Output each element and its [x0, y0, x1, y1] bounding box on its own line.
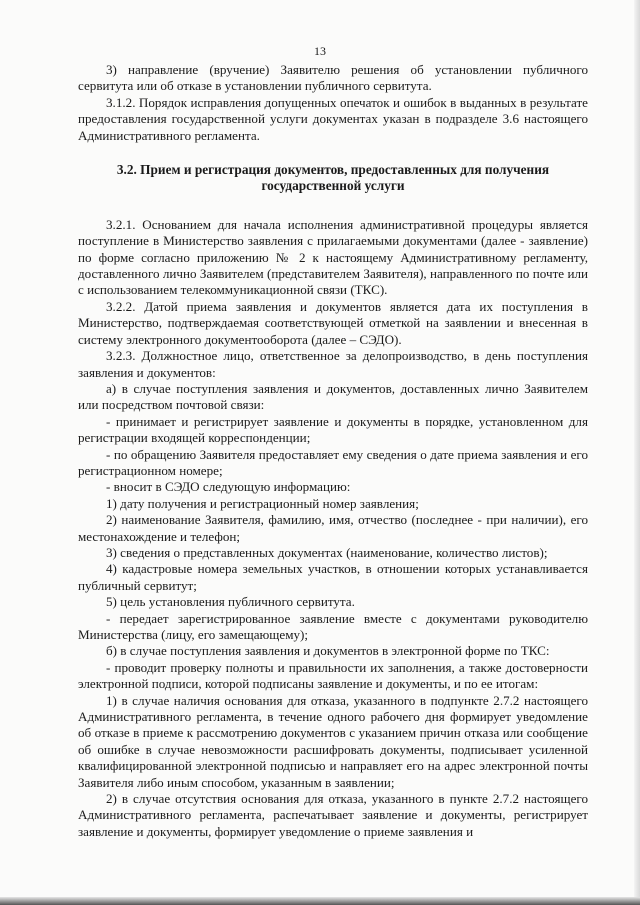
paragraph: 2) в случае отсутствия основания для отказа, указанного в пункте 2.7.2 настоящего Административного регламента, распечатывает заявление и документы, регистрирует заявление и документы, формирует уведомление о приеме заявления и	[78, 791, 588, 839]
paragraph: 3.2.3. Должностное лицо, ответственное за делопроизводство, в день поступления заявления и документов:	[78, 348, 588, 380]
document-body	[78, 62, 588, 840]
paragraph: - проводит проверку полноты и правильности их заполнения, а также достоверности электронной подписи, которой подписаны заявление и документы, и по ее итогам:	[78, 659, 588, 692]
paragraph: 1) в случае наличия основания для отказа, указанного в подпункте 2.7.2 настоящего Административного регламента, в течение одного рабочего дня формирует уведомление об отказе в приеме к рассмотрению документов с указанием причин отказа или сообщение об ошибке в случае невозможности расшифровать документы, подписывает усиленной квалифицированной электронной подписью и направляет его на адрес электронной почты Заявителя либо иным способом, указанным в заявлении;	[78, 692, 588, 790]
page-number: 13	[314, 44, 326, 58]
scan-edge-right	[634, 0, 640, 905]
paragraph: 5) цель установления публичного сервитута.	[106, 594, 355, 610]
paragraph: - передает зарегистрированное заявление вместе с документами руководителю Министерства (лицу, его замещающему);	[78, 610, 588, 642]
paragraph: - вносит в СЭДО следующую информацию:	[106, 479, 351, 495]
paragraph: 3.2.2. Датой приема заявления и документов является дата их поступления в Министерство, подтверждаемая соответствующей отметкой на заявлении и внесенная в систему электронного документооборота (далее – СЭДО).	[78, 298, 588, 347]
paragraph: 1) дату получения и регистрационный номер заявления;	[106, 495, 419, 511]
paragraph: 3) сведения о представленных документах (наименование, количество листов);	[106, 544, 548, 560]
paragraph: а) в случае поступления заявления и документов, доставленных лично Заявителем или посредством почтовой связи:	[78, 380, 588, 413]
scan-edge-bottom	[0, 897, 640, 905]
paragraph: - принимает и регистрирует заявление и документы в порядке, установленном для регистрации входящей корреспонденции;	[78, 413, 588, 446]
paragraph: 4) кадастровые номера земельных участков, в отношении которых устанавливается публичный сервитут;	[78, 561, 588, 593]
paragraph: - по обращению Заявителя предоставляет ему сведения о дате приема заявления и его регистрационном номере;	[78, 446, 588, 478]
paragraph: 3.1.2. Порядок исправления допущенных опечаток и ошибок в выданных в результате предоставления государственной услуги документах указан в подразделе 3.6 настоящего Административного регламента.	[78, 94, 588, 143]
paragraph: б) в случае поступления заявления и документов в электронной форме по ТКС:	[106, 643, 550, 659]
paragraph: 3.2.1. Основанием для начала исполнения административной процедуры является поступление в Министерство заявления с прилагаемыми документами (далее - заявление) по форме согласно приложению № 2 к настоящему Административному регламенту, доставленного лично Заявителем (представителем Заявителя), направленного по почте или с использованием телекоммуникационной связи (ТКС).	[78, 216, 588, 298]
section-heading: 3.2. Прием и регистрация документов, предоставленных для получения государственной услуги	[116, 162, 550, 194]
paragraph: 2) наименование Заявителя, фамилию, имя, отчество (последнее - при наличии), его местонахождение и телефон;	[78, 512, 588, 544]
paragraph: 3) направление (вручение) Заявителю решения об установлении публичного сервитута или об отказе в установлении публичного сервитута.	[78, 62, 588, 94]
